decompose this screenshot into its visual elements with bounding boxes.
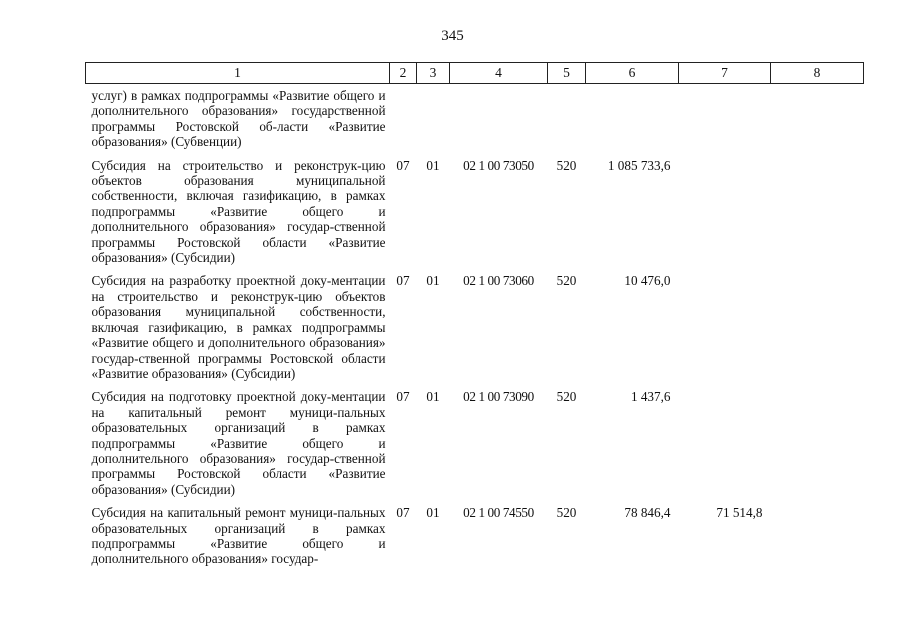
cell-amount-year1: 10 476,0 <box>624 273 671 289</box>
cell-subsection: 01 <box>426 389 440 405</box>
cell-section: 07 <box>396 505 410 521</box>
cell-amount-year3 <box>771 265 864 381</box>
table-row <box>86 381 864 497</box>
column-header: 3 <box>417 63 450 84</box>
cell-section <box>390 84 417 150</box>
row-description: услуг) в рамках подпрограммы «Развитие общего и дополнительного образования» государственной программы Ростовской об-ласти «Развитие образования» (Субвенции) <box>91 88 386 150</box>
cell-amount-year3 <box>771 84 864 150</box>
cell-amount-year1 <box>586 84 679 150</box>
table-row <box>86 150 864 266</box>
cell-expense-type: 520 <box>556 389 577 405</box>
cell-expense-type: 520 <box>556 157 577 173</box>
column-header: 4 <box>450 63 548 84</box>
cell-amount-year1: 78 846,4 <box>624 505 671 521</box>
table-row <box>86 497 864 567</box>
table-header-row <box>86 63 864 84</box>
cell-amount-year2 <box>679 265 771 381</box>
cell-subsection: 01 <box>426 273 440 289</box>
table-row <box>86 84 864 150</box>
cell-amount-year2 <box>679 84 771 150</box>
cell-expense-type: 520 <box>556 505 577 521</box>
row-description: Субсидия на строительство и реконструк-цию объектов образования муниципальной собственности, включая газификацию, в рамках подпрограммы «Развитие общего и дополнительного образования» государ-ственной программы Ростовской области «Развитие образования» (Субсидии) <box>91 157 386 266</box>
cell-section: 07 <box>396 157 410 173</box>
cell-subsection: 01 <box>426 157 440 173</box>
cell-section: 07 <box>396 273 410 289</box>
cell-amount-year1: 1 437,6 <box>630 389 671 405</box>
cell-amount-year3 <box>771 381 864 497</box>
cell-amount-year2 <box>679 150 771 266</box>
row-description: Субсидия на подготовку проектной доку-ментации на капитальный ремонт муници-пальных образовательных организаций в рамках подпрограммы «Развитие общего и дополнительного образования» государ-ственной программы Ростовской области «Развитие образования» (Субсидии) <box>91 389 386 497</box>
budget-table <box>85 62 864 567</box>
cell-subsection <box>417 84 450 150</box>
row-description: Субсидия на капитальный ремонт муници-пальных образовательных организаций в рамках подпрограммы «Развитие общего и дополнительного образования» государ- <box>91 505 386 567</box>
column-header: 6 <box>586 63 679 84</box>
cell-amount-year1: 1 085 733,6 <box>607 157 671 173</box>
cell-amount-year2 <box>679 381 771 497</box>
row-description: Субсидия на разработку проектной доку-ментации на строительство и реконструк-цию объектов образования муниципальной собственности, включая газификацию, в рамках подпрограммы «Развитие общего и дополнительного образования» государ-ственной программы Ростовской области «Развитие образования» (Субсидии) <box>91 273 386 381</box>
column-header: 8 <box>771 63 864 84</box>
cell-target-article: 02 1 00 73050 <box>463 157 534 173</box>
table-row <box>86 265 864 381</box>
cell-subsection: 01 <box>426 505 440 521</box>
column-header: 5 <box>548 63 586 84</box>
cell-amount-year2: 71 514,8 <box>716 505 763 521</box>
cell-target-article: 02 1 00 73090 <box>463 389 534 405</box>
column-header: 1 <box>86 63 390 84</box>
cell-expense-type: 520 <box>556 273 577 289</box>
cell-target-article: 02 1 00 74550 <box>463 505 534 521</box>
column-header: 2 <box>390 63 417 84</box>
cell-amount-year3 <box>771 497 864 567</box>
column-header: 7 <box>679 63 771 84</box>
cell-section: 07 <box>396 389 410 405</box>
cell-amount-year3 <box>771 150 864 266</box>
page-number: 345 <box>441 28 464 44</box>
cell-target-article <box>450 84 548 150</box>
cell-target-article: 02 1 00 73060 <box>463 273 534 289</box>
cell-expense-type <box>548 84 586 150</box>
